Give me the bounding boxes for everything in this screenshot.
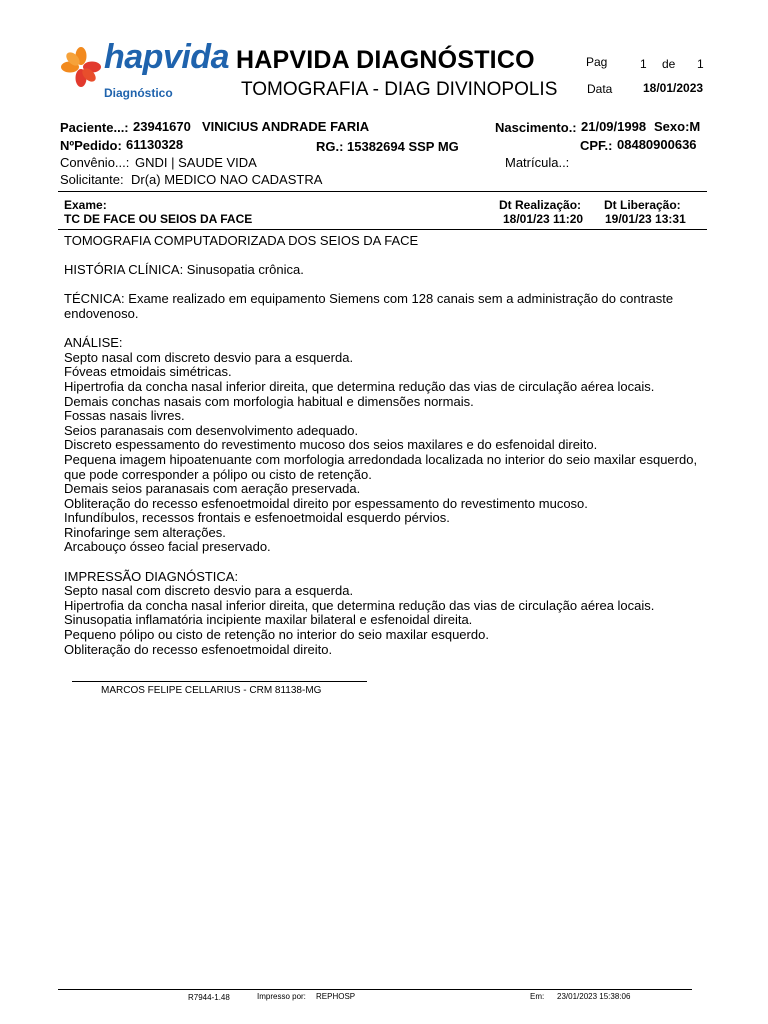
analise-title: ANÁLISE: xyxy=(64,335,123,351)
impresso-label: Impresso por: xyxy=(257,992,306,1001)
historia-clinica: HISTÓRIA CLÍNICA: Sinusopatia crônica. xyxy=(64,262,304,278)
pag-total: 1 xyxy=(697,57,704,71)
sexo: Sexo:M xyxy=(654,119,701,134)
impressao-line: Sinusopatia inflamatória incipiente maxilar bilateral e esfenoidal direita. xyxy=(64,612,473,628)
analise-line: Discreto espessamento do revestimento mucoso dos seios maxilares e do esfenoidal direito. xyxy=(64,437,598,453)
flower-icon xyxy=(60,46,102,88)
impressao-line: Hipertrofia da concha nasal inferior direita, que determina redução das vias de circulação aérea locais. xyxy=(64,597,655,613)
analise-line: Pequena imagem hipoatenuante com morfologia arredondada localizada no interior do seio maxilar esquerdo, xyxy=(64,451,698,467)
analise-line: Seios paranasais com desenvolvimento adequado. xyxy=(64,422,359,438)
realizacao-label: Dt Realização: xyxy=(499,198,582,212)
pag-number: 1 xyxy=(640,57,647,71)
signature-name: MARCOS FELIPE CELLARIUS - CRM 81138-MG xyxy=(101,685,322,696)
report-body xyxy=(64,234,724,657)
paciente-id: 23941670 xyxy=(133,119,191,134)
cpf-value: 08480900636 xyxy=(617,137,697,152)
impressao-line: Septo nasal com discreto desvio para a esquerda. xyxy=(64,583,354,599)
tecnica-line-1: TÉCNICA: Exame realizado em equipamento Siemens com 128 canais sem a administração do contraste xyxy=(64,291,674,307)
signature-line xyxy=(72,681,367,682)
data-value: 18/01/2023 xyxy=(643,81,704,95)
tecnica-line-2: endovenoso. xyxy=(64,305,139,321)
paciente-label: Paciente...: xyxy=(60,120,129,135)
data-label: Data xyxy=(587,82,613,96)
liberacao-value: 19/01/23 13:31 xyxy=(605,212,686,226)
analise-line: Demais conchas nasais com morfologia habitual e dimensões normais. xyxy=(64,393,474,409)
report-title: TOMOGRAFIA COMPUTADORIZADA DOS SEIOS DA FACE xyxy=(64,233,419,248)
divider-top xyxy=(58,191,707,192)
em-label: Em: xyxy=(530,992,545,1001)
nascimento-value: 21/09/1998 xyxy=(581,119,647,134)
convenio-label: Convênio...: xyxy=(60,155,130,170)
analise-line: Obliteração do recesso esfenoetmoidal direito por espessamento do revestimento mucoso. xyxy=(64,495,588,511)
analise-line: Demais seios paranasais com aeração preservada. xyxy=(64,481,361,497)
page-title: HAPVIDA DIAGNÓSTICO xyxy=(236,46,535,74)
analise-line: Hipertrofia da concha nasal inferior direita, que determina redução das vias de circulação aérea locais. xyxy=(64,378,655,394)
footer-code: R7944-1.48 xyxy=(188,993,230,1002)
logo-subtitle: Diagnóstico xyxy=(104,86,173,100)
em-value: 23/01/2023 15:38:06 xyxy=(557,992,631,1001)
hapvida-logo xyxy=(60,38,229,102)
impresso-value: REPHOSP xyxy=(316,992,356,1001)
pedido-value: 61130328 xyxy=(126,137,184,152)
exame-label: Exame: xyxy=(64,198,107,212)
analise-line: Septo nasal com discreto desvio para a esquerda. xyxy=(64,349,354,365)
divider-exam xyxy=(58,229,707,230)
analise-line: Arcabouço ósseo facial preservado. xyxy=(64,539,271,555)
page-subtitle: TOMOGRAFIA - DIAG DIVINOPOLIS xyxy=(241,79,558,100)
exame-value: TC DE FACE OU SEIOS DA FACE xyxy=(64,212,253,226)
footer-divider xyxy=(58,989,692,990)
rg-value: 15382694 SSP MG xyxy=(347,139,459,154)
liberacao-label: Dt Liberação: xyxy=(604,198,681,212)
pag-label: Pag xyxy=(586,55,608,69)
logo-wordmark: hapvida xyxy=(104,38,229,76)
impressao-title: IMPRESSÃO DIAGNÓSTICA: xyxy=(64,568,239,584)
pag-de: de xyxy=(662,57,676,71)
nascimento-label: Nascimento.: xyxy=(495,120,577,135)
paciente-name: VINICIUS ANDRADE FARIA xyxy=(202,119,370,134)
analise-line: Fóveas etmoidais simétricas. xyxy=(64,364,232,380)
matricula-label: Matrícula..: xyxy=(505,155,570,170)
convenio-value: GNDI | SAUDE VIDA xyxy=(135,155,257,170)
cpf-label: CPF.: xyxy=(580,138,613,153)
analise-line: Rinofaringe sem alterações. xyxy=(64,524,226,540)
pedido-label: NºPedido: xyxy=(60,138,122,153)
analise-line: Infundíbulos, recessos frontais e esfenoetmoidal esquerdo pérvios. xyxy=(64,510,450,526)
solicitante-value: Dr(a) MEDICO NAO CADASTRA xyxy=(131,172,323,187)
impressao-line: Pequeno pólipo ou cisto de retenção no interior do seio maxilar esquerdo. xyxy=(64,627,489,643)
analise-line: que pode corresponder a pólipo ou cisto de retenção. xyxy=(64,466,372,482)
realizacao-value: 18/01/23 11:20 xyxy=(503,212,584,226)
analise-line: Fossas nasais livres. xyxy=(64,408,185,424)
solicitante-label: Solicitante: xyxy=(60,172,124,187)
impressao-line: Obliteração do recesso esfenoetmoidal direito. xyxy=(64,641,333,657)
rg-label: RG.: xyxy=(316,139,344,154)
